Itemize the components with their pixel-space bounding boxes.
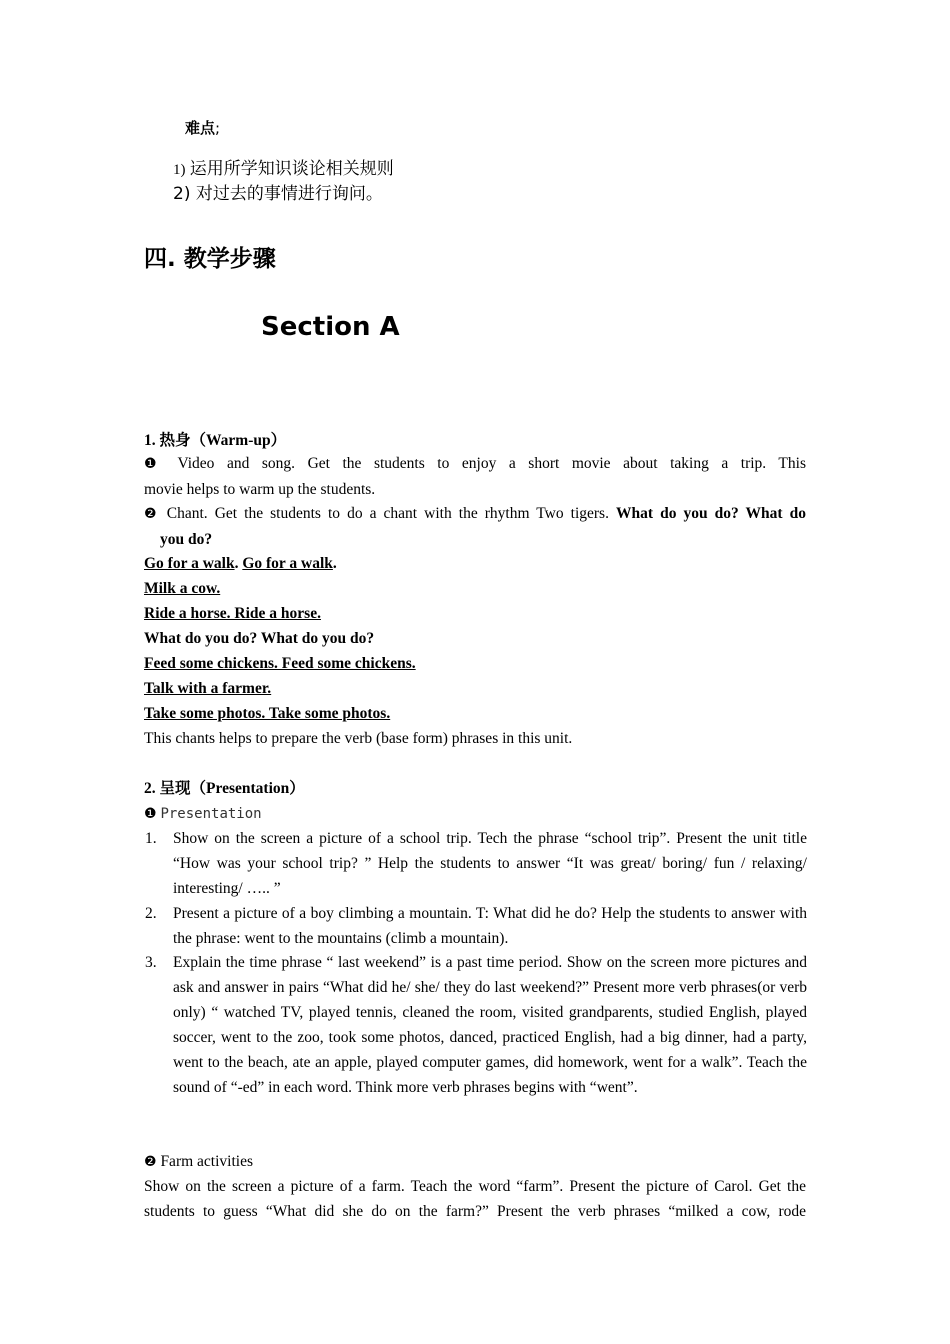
chant-line-text: What do you do? What do you do?	[144, 630, 375, 647]
chant-question-text: What do you do? What do	[616, 505, 807, 522]
warmup-video-text: Video and song. Get the students to enjoy a short movie about taking a trip. This	[177, 455, 806, 472]
warmup-video-line: movie helps to warm up the students.	[144, 481, 376, 498]
difficulty-heading	[185, 117, 220, 138]
warmup-video-line	[144, 451, 806, 477]
chant-lines	[144, 551, 806, 726]
bullet-icon: ❷	[144, 506, 160, 522]
farm-paragraph: Show on the screen a picture of a farm. Teach the word “farm”. Present the picture of Carol. Get the students to guess “What did she do on the farm?” Present the verb phrases “milked a cow, rode	[144, 1178, 806, 1220]
chant-line-end: .	[332, 555, 337, 572]
chant-line	[144, 626, 806, 651]
presentation-sub-text: Presentation	[160, 806, 262, 822]
presentation-heading	[144, 776, 305, 798]
chant-question-cont: you do?	[160, 531, 213, 548]
chant-line-text: Feed some chickens. Feed some chickens.	[144, 655, 416, 672]
warmup-heading	[144, 428, 286, 450]
chant-note: This chants helps to prepare the verb (base form) phrases in this unit.	[144, 730, 573, 747]
chant-line-sep: .	[234, 555, 243, 572]
chant-intro-text: Chant. Get the students to do a chant with the rhythm Two tigers.	[166, 505, 609, 522]
difficulty-item-text: 对过去的事情进行询问。	[195, 184, 383, 204]
presentation-heading-en: （Presentation）	[190, 780, 305, 797]
chant-line	[144, 601, 806, 626]
chant-intro-line	[144, 501, 806, 527]
difficulty-item-num: 1)	[173, 162, 186, 178]
list-item-num: 1.	[145, 830, 157, 847]
list-item	[145, 826, 807, 901]
chant-line-text: Talk with a farmer.	[144, 680, 272, 697]
farm-heading	[144, 1149, 253, 1175]
warmup-video-paragraph	[144, 451, 806, 502]
difficulty-item	[173, 157, 394, 182]
list-item-num: 3.	[145, 954, 157, 971]
difficulty-list	[173, 157, 394, 206]
chant-line-text: Ride a horse. Ride a horse.	[144, 605, 321, 622]
difficulty-heading-text: 难点	[185, 119, 216, 137]
chant-line	[144, 551, 806, 576]
difficulty-item-num: 2)	[173, 184, 191, 204]
chant-line-text: Go for a walk	[242, 555, 333, 572]
warmup-heading-num: 1.	[144, 432, 156, 449]
chant-line-text: Milk a cow.	[144, 580, 221, 597]
presentation-sub-label	[144, 801, 262, 827]
difficulty-heading-punct: ;	[215, 119, 221, 137]
list-item-text: Present a picture of a boy climbing a mountain. T: What did he do? Help the students to answer with the phrase: went to the mountains (climb a mountain).	[173, 905, 807, 947]
list-item	[145, 901, 807, 951]
warmup-heading-en: （Warm-up）	[190, 432, 287, 449]
chant-line	[144, 576, 806, 601]
warmup-chant-paragraph	[144, 501, 806, 552]
chant-line-text: Go for a walk	[144, 555, 235, 572]
list-item-text: Show on the screen a picture of a school trip. Tech the phrase “school trip”. Present the unit title “How was your school trip? ” Help the students to answer “It was great/ boring/ fun / relaxing/ interesting/ ….. ”	[173, 830, 807, 897]
farm-heading-text: Farm activities	[160, 1153, 253, 1170]
presentation-heading-cn: 呈现	[159, 779, 191, 797]
chant-line	[144, 701, 806, 726]
section-title: Section A	[261, 312, 400, 342]
steps-heading: 四. 教学步骤	[144, 246, 276, 272]
list-item-num: 2.	[145, 905, 157, 922]
list-item-text: Explain the time phrase “ last weekend” is a past time period. Show on the screen more pictures and ask and answer in pairs “What did he/ she/ they do last weekend?” Present more verb phrases(or verb only) “ watched TV, played tennis, cleaned the room, visited grandparents, studied English, played soccer, went to the zoo, took some photos, danced, practiced English, had a big dinner, had a party, went to the beach, ate an apple, played computer games, did homework, went for a walk”. Teach the sound of “-ed” in each word. Think more verb phrases begins with “went”.	[173, 954, 807, 1096]
difficulty-item	[173, 182, 394, 206]
bullet-icon: ❷	[144, 1154, 157, 1170]
bullet-icon: ❶	[144, 456, 166, 472]
list-item	[145, 950, 807, 1100]
chant-line	[144, 651, 806, 676]
bullet-icon: ❶	[144, 806, 157, 822]
difficulty-item-text: 运用所学知识谈论相关规则	[189, 159, 394, 179]
warmup-heading-cn: 热身	[159, 431, 191, 449]
chant-line-text: Take some photos. Take some photos.	[144, 705, 391, 722]
chant-line	[144, 676, 806, 701]
presentation-heading-num: 2.	[144, 780, 156, 797]
